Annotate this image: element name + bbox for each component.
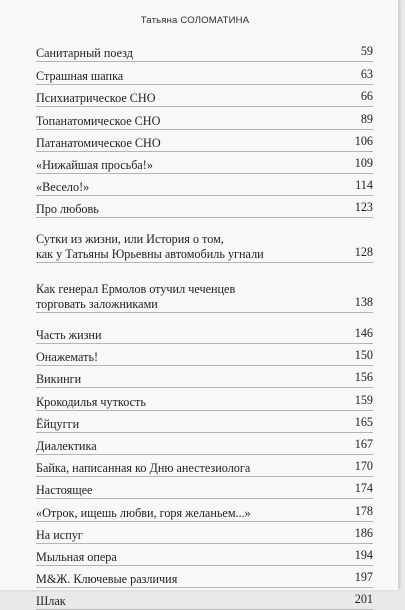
- toc-entry-title: Викинги: [36, 372, 82, 386]
- toc-entry: [36, 91, 373, 107]
- toc-entry: [36, 158, 373, 174]
- toc-entry-page-number: 178: [354, 504, 373, 518]
- toc-entry-page-number: 89: [360, 112, 373, 126]
- toc-entry: [36, 483, 373, 499]
- toc-entry: [36, 328, 373, 344]
- toc-entry-title: Как генерал Ермолов отучил чеченцев: [36, 282, 236, 296]
- toc-entry: [36, 232, 373, 263]
- toc-entry: [36, 572, 373, 588]
- toc-entry-page-number: 128: [354, 245, 373, 259]
- toc-entry-page-number: 59: [360, 44, 373, 58]
- toc-entry-title: Диалектика: [36, 439, 97, 453]
- toc-entry: [36, 180, 373, 196]
- toc-entry: [36, 506, 373, 522]
- toc-entry-page-number: 63: [360, 67, 373, 81]
- toc-entry-title: Психиатрическое СНО: [36, 91, 156, 105]
- toc-entry-page-number: 106: [354, 134, 373, 148]
- toc-entry-title: Байка, написанная ко Дню анестезиолога: [36, 461, 251, 475]
- toc-entry-title: «Нижайшая просьба!»: [36, 158, 153, 172]
- toc-entry: [36, 550, 373, 566]
- toc-entry-page-number: 165: [354, 415, 373, 429]
- toc-entry-title: Мыльная опера: [36, 550, 117, 564]
- toc-entry-title: Патанатомическое СНО: [36, 136, 161, 150]
- toc-entry-title: Часть жизни: [36, 328, 102, 342]
- toc-entry-page-number: 201: [354, 592, 373, 606]
- toc-entry-page-number: 156: [354, 370, 373, 384]
- toc-entry-title: Шлак: [36, 594, 66, 608]
- toc-entry: [36, 372, 373, 388]
- toc-entry-page-number: 146: [354, 326, 373, 340]
- toc-entry: [36, 461, 373, 477]
- toc-entry-title: Про любовь: [36, 202, 99, 216]
- toc-entry-title: Сутки из жизни, или История о том,: [36, 232, 224, 246]
- toc-entry: [36, 594, 373, 610]
- toc-entry-page-number: 114: [355, 178, 373, 192]
- toc-entry-page-number: 159: [354, 393, 373, 407]
- toc-entry-title: На испуг: [36, 528, 83, 542]
- toc-entry: [36, 202, 373, 218]
- toc-entry-page-number: 197: [354, 570, 373, 584]
- toc-entry: [36, 395, 373, 411]
- toc-entry-title: торговать заложниками: [36, 297, 158, 311]
- toc-entry-title: Топанатомическое СНО: [36, 114, 161, 128]
- toc-entry-title: Настоящее: [36, 483, 93, 497]
- toc-entry: [36, 69, 373, 85]
- toc-entry-title: «Отрок, ищешь любви, горя желаньем...»: [36, 506, 251, 520]
- toc-entry-title: Санитарный поезд: [36, 46, 133, 60]
- toc-entry-page-number: 167: [354, 437, 373, 451]
- toc-entry-page-number: 186: [354, 526, 373, 540]
- toc-entry-title: Крокодилья чуткость: [36, 395, 146, 409]
- toc-entry-title: «Весело!»: [36, 180, 90, 194]
- toc-entry-page-number: 138: [354, 295, 373, 309]
- toc-entry-page-number: 174: [354, 481, 373, 495]
- toc-entry-title: Страшная шапка: [36, 69, 124, 83]
- toc-entry-page-number: 109: [354, 156, 373, 170]
- toc-entry-title: как у Татьяны Юрьевны автомобиль угнали: [36, 247, 264, 261]
- toc-entry: [36, 417, 373, 433]
- toc-entry: [36, 439, 373, 455]
- toc-entry: [36, 114, 373, 130]
- toc-entry-title: М&Ж. Ключевые различия: [36, 572, 178, 586]
- toc-entry: [36, 350, 373, 366]
- toc-entry-title: Ёйцугги: [36, 417, 80, 431]
- running-title: Татьяна СОЛОМАТИНА: [140, 15, 250, 26]
- toc-entry: [36, 46, 373, 62]
- toc-entry-page-number: 170: [354, 459, 373, 473]
- toc-entry-title: Онажемать!: [36, 350, 99, 364]
- toc-entry-page-number: 66: [360, 89, 373, 103]
- toc-entry-page-number: 194: [354, 548, 373, 562]
- toc-entry-page-number: 123: [354, 200, 373, 214]
- toc-entry: [36, 528, 373, 544]
- toc-entry: [36, 136, 373, 152]
- toc-entry: [36, 282, 373, 313]
- toc-entry-page-number: 150: [354, 348, 373, 362]
